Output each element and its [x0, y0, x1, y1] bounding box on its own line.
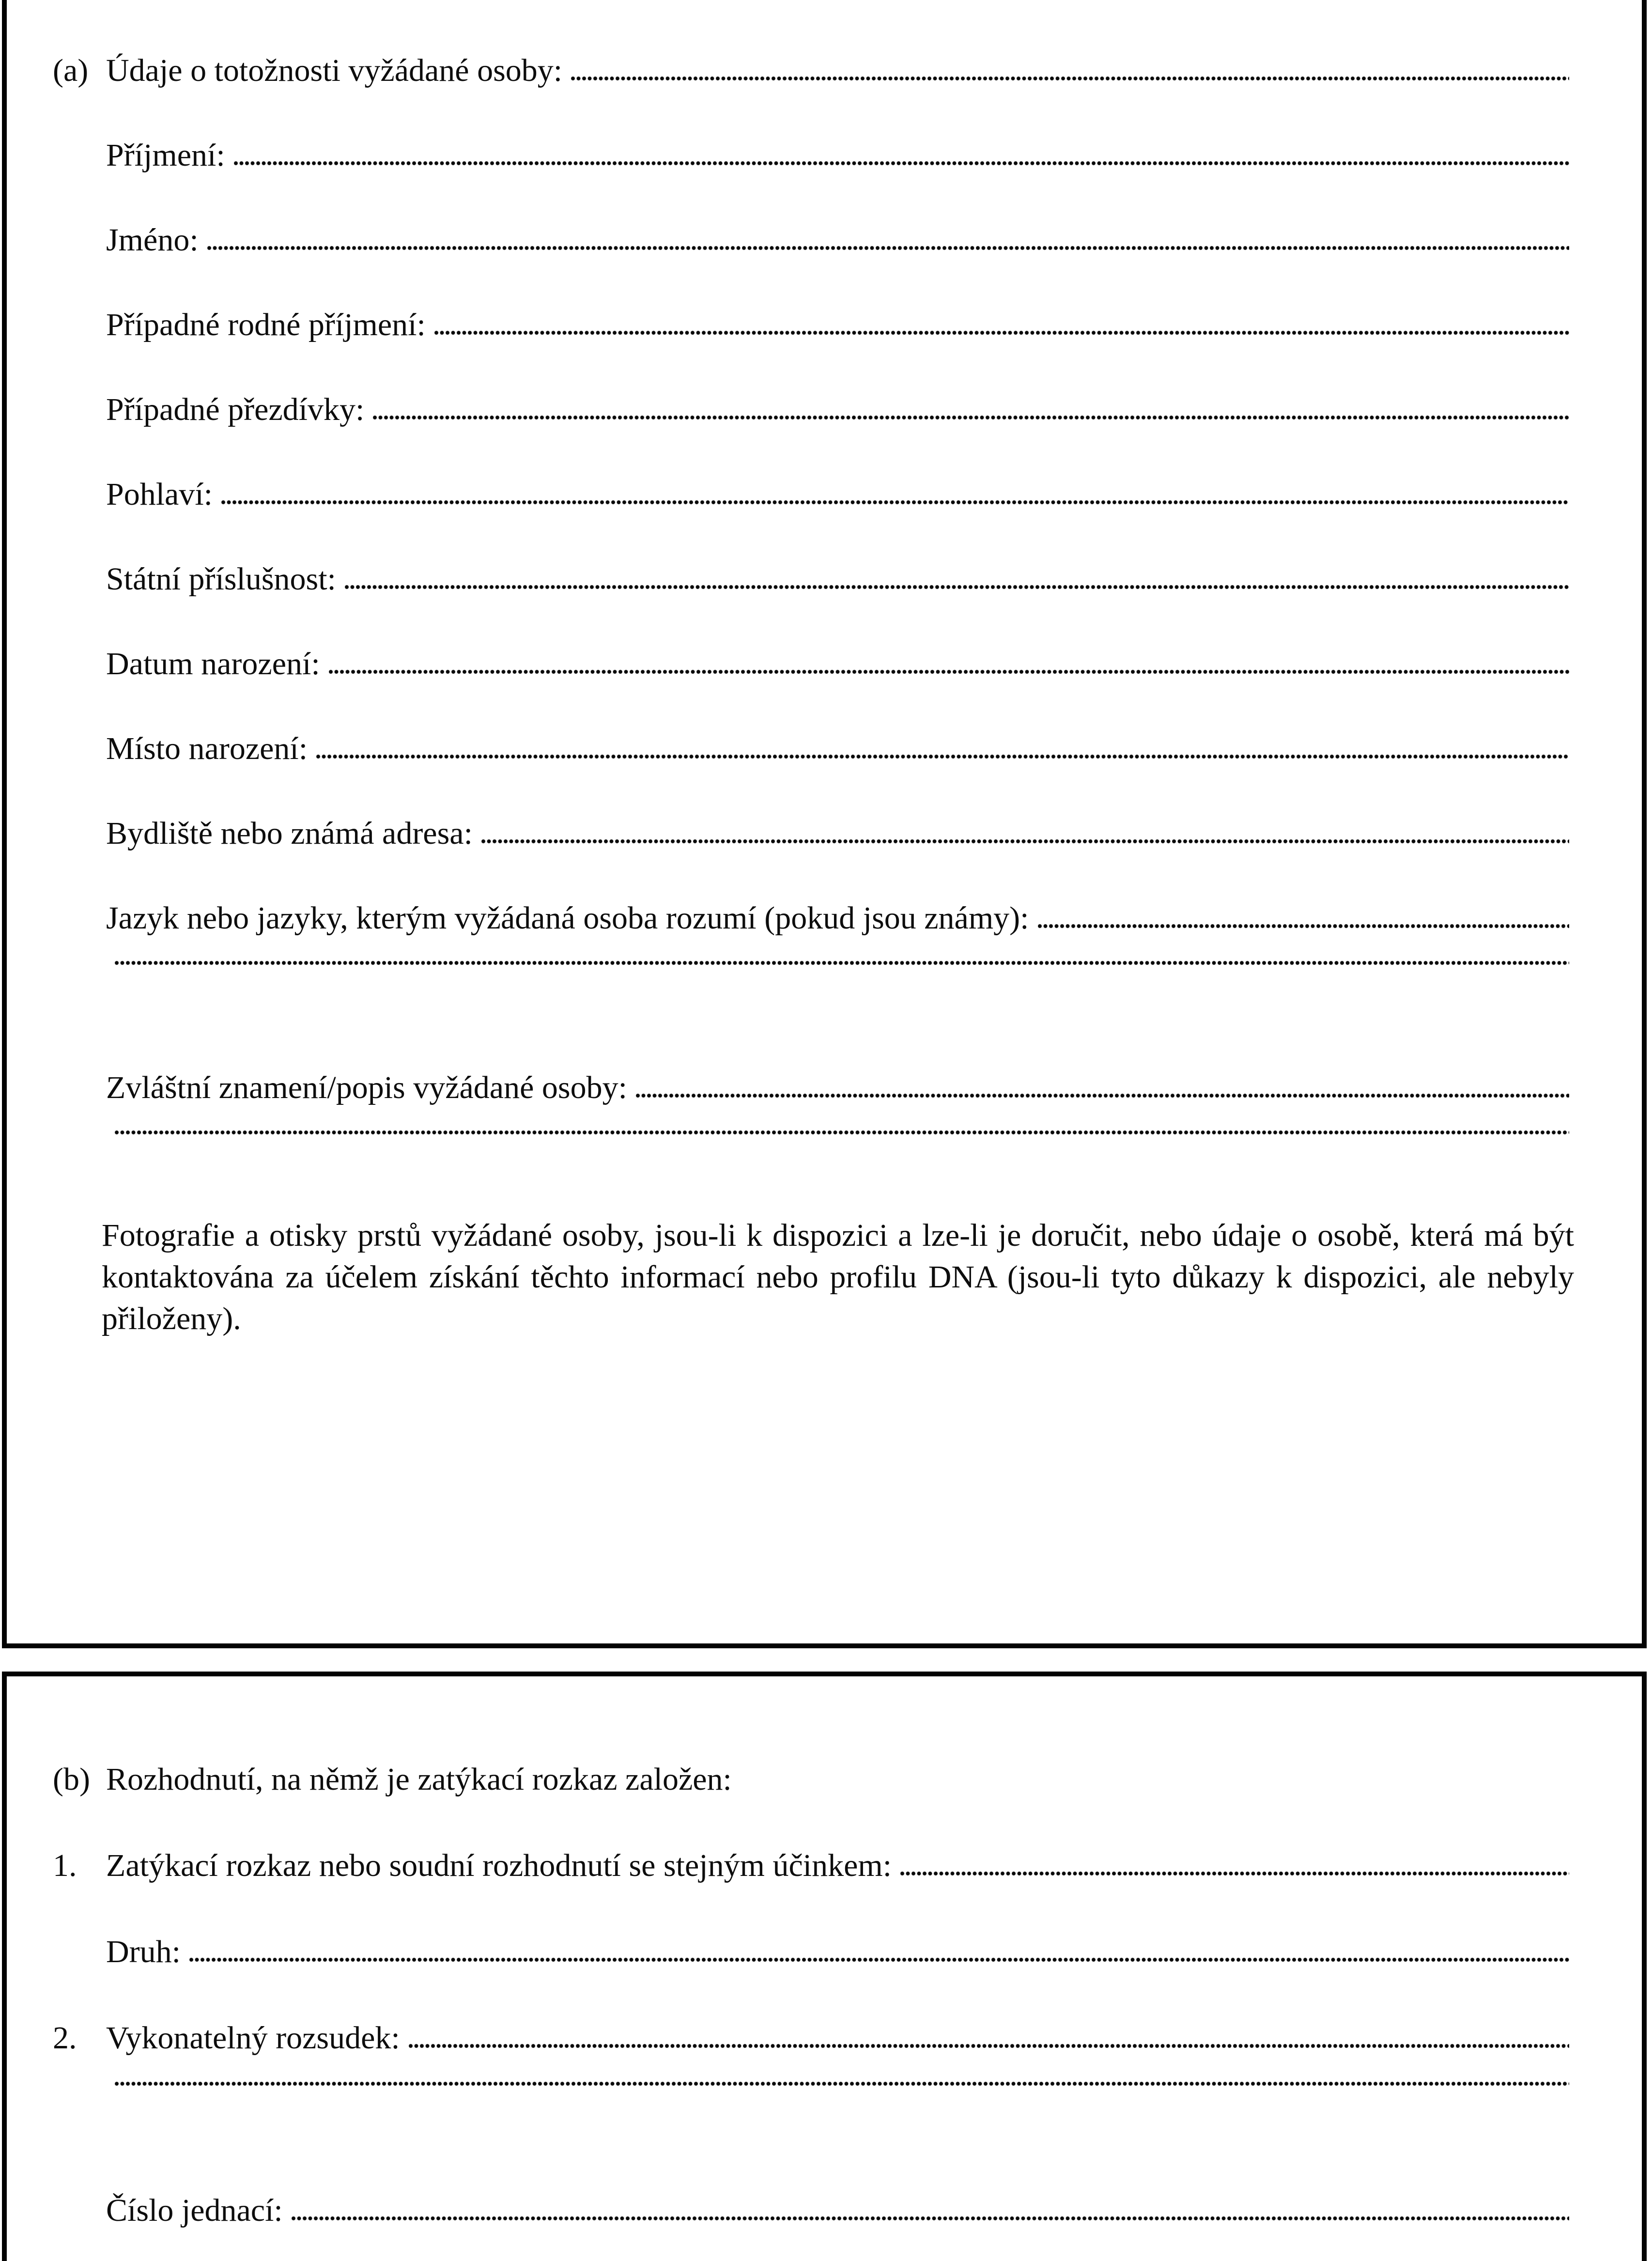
- form-row-surname: [7, 113, 1642, 198]
- form-row-maiden-name: [7, 282, 1642, 367]
- form-row-continuation: [7, 960, 1642, 1045]
- form-row-sex: [7, 452, 1642, 537]
- form-row-continuation: [7, 2081, 1642, 2168]
- dotted-line: [207, 246, 1569, 250]
- form-row-reference-number: [7, 2168, 1642, 2254]
- dotted-line: [345, 585, 1569, 589]
- dotted-line: [1038, 924, 1570, 929]
- dotted-line: [636, 1093, 1569, 1098]
- dotted-line: [900, 1871, 1569, 1876]
- field-label: Místo narození:: [106, 731, 308, 766]
- item-index: 2.: [53, 2020, 77, 2056]
- field-label: Případné rodné příjmení:: [106, 307, 426, 342]
- form-row-distinctive-marks: [7, 1045, 1642, 1130]
- field-label: Pohlaví:: [106, 477, 213, 512]
- dotted-line: [292, 2216, 1569, 2221]
- form-row-date-of-birth: [7, 621, 1642, 706]
- field-label: Datum narození:: [106, 646, 320, 681]
- field-label: Rozhodnutí, na němž je zatýkací rozkaz založen:: [106, 1762, 732, 1797]
- dotted-line: [373, 415, 1569, 420]
- dotted-line: [571, 76, 1569, 81]
- section-a-box: [2, 0, 1647, 1648]
- field-label: Zvláštní znamení/popis vyžádané osoby:: [106, 1070, 627, 1105]
- dotted-line: [409, 2044, 1569, 2048]
- field-label: Jméno:: [106, 222, 199, 258]
- field-label: Státní příslušnost:: [106, 561, 336, 597]
- dotted-line: [434, 330, 1569, 335]
- form-row-type: [7, 1909, 1642, 1995]
- item-index: (b): [53, 1762, 90, 1797]
- form-row-aliases: [7, 367, 1642, 452]
- dotted-line: [115, 2081, 1569, 2086]
- dotted-line: [115, 960, 1569, 965]
- dotted-line: [316, 754, 1569, 759]
- dotted-line: [329, 669, 1569, 674]
- dotted-line: [189, 1957, 1569, 1962]
- field-label: Případné přezdívky:: [106, 392, 365, 427]
- field-label: Jazyk nebo jazyky, kterým vyžádaná osoba rozumí (pokud jsou známy):: [106, 900, 1029, 936]
- form-row-place-of-birth: [7, 706, 1642, 791]
- item-index: (a): [53, 53, 89, 88]
- field-label: Údaje o totožnosti vyžádané osoby:: [106, 53, 563, 88]
- field-label: Číslo jednací:: [106, 2193, 283, 2228]
- form-row-nationality: [7, 537, 1642, 621]
- dotted-line: [115, 1130, 1569, 1135]
- field-label: Příjmení:: [106, 138, 225, 173]
- photo-fingerprints-note: Fotografie a otisky prstů vyžádané osoby, jsou-li k dispozici a lze-li je doručit, nebo údaje o osobě, která má být kontaktována za účelem získání těchto informací nebo profilu DNA (jsou-li tyto důkazy k dispozici, ale nebyly přiloženy).: [102, 1218, 1574, 1336]
- item-index: 1.: [53, 1848, 77, 1883]
- field-label: Vykonatelný rozsudek:: [106, 2020, 400, 2056]
- dotted-line: [481, 839, 1569, 844]
- dotted-line: [221, 500, 1569, 505]
- field-label: Zatýkací rozkaz nebo soudní rozhodnutí se stejným účinkem:: [106, 1848, 892, 1883]
- dotted-line: [234, 161, 1569, 166]
- form-row-forename: [7, 198, 1642, 282]
- section-a-rows: [7, 0, 1642, 1340]
- form-row-identity-heading: [7, 28, 1642, 113]
- form-row-residence: [7, 791, 1642, 876]
- form-row-languages: [7, 876, 1642, 960]
- form-row-enforceable-judgment: [7, 1995, 1642, 2081]
- section-b-rows: [7, 1676, 1642, 2254]
- form-row-continuation: [7, 1130, 1642, 1215]
- field-label: Bydliště nebo známá adresa:: [106, 816, 473, 851]
- form-row-arrest-warrant: [7, 1823, 1642, 1909]
- field-label: Druh:: [106, 1934, 181, 1969]
- section-b-box: [2, 1672, 1647, 2261]
- form-row-decision-heading: [7, 1736, 1642, 1823]
